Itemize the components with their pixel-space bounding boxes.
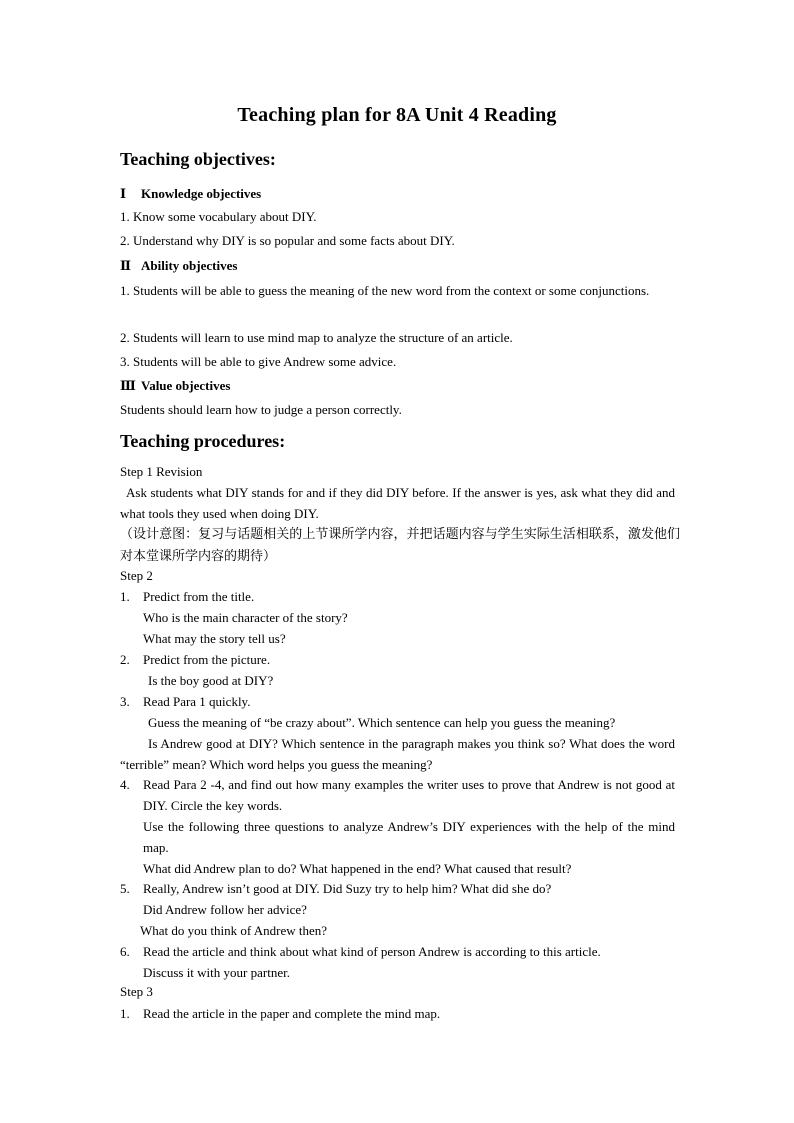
ability-item: 1. Students will be able to guess the meaning of the new word from the context or some conjunctions. bbox=[120, 283, 650, 298]
knowledge-numeral: Ⅰ bbox=[120, 186, 127, 201]
item-line: Is the boy good at DIY? bbox=[148, 673, 274, 688]
value-objectives-heading bbox=[120, 378, 230, 394]
item-line: Read the article in the paper and complete the mind map. bbox=[143, 1006, 441, 1021]
step1-note: （设计意图：复习与话题相关的上节课所学内容，并把话题内容与学生实际生活相联系，激发他们对本堂课所学内容的期待） bbox=[120, 527, 680, 564]
step3-item-1 bbox=[120, 1003, 675, 1024]
item-line: Read Para 1 quickly. bbox=[143, 694, 251, 709]
item-line: Did Andrew follow her advice? bbox=[143, 902, 307, 917]
knowledge-item: 2. Understand why DIY is so popular and some facts about DIY. bbox=[120, 233, 455, 248]
procedures-heading: Teaching procedures: bbox=[120, 431, 286, 451]
value-item: Students should learn how to judge a person correctly. bbox=[120, 402, 402, 417]
page-title: Teaching plan for 8A Unit 4 Reading bbox=[237, 104, 557, 126]
step2-label: Step 2 bbox=[120, 568, 153, 583]
item-number: 1. bbox=[120, 589, 130, 604]
item-number: 4. bbox=[120, 777, 130, 792]
item-number: 2. bbox=[120, 652, 130, 667]
knowledge-objectives-heading bbox=[120, 186, 261, 202]
item-number: 5. bbox=[120, 881, 130, 896]
ability-item: 2. Students will learn to use mind map to analyze the structure of an article. bbox=[120, 330, 513, 345]
item-line: Guess the meaning of “be crazy about”. Which sentence can help you guess the meaning? bbox=[148, 715, 616, 730]
item-line: Read the article and think about what kind of person Andrew is according to this article. bbox=[143, 944, 601, 959]
item-line: Really, Andrew isn’t good at DIY. Did Suzy try to help him? What did she do? bbox=[143, 881, 552, 896]
item-line: Read Para 2 -4, and find out how many examples the writer uses to prove that Andrew is not good at DIY. Circle the key words. bbox=[143, 777, 675, 813]
ability-item: 3. Students will be able to give Andrew some advice. bbox=[120, 354, 397, 369]
knowledge-label: Knowledge objectives bbox=[141, 186, 262, 201]
value-numeral: Ⅲ bbox=[120, 378, 136, 393]
item-line: What do you think of Andrew then? bbox=[140, 923, 328, 938]
item-line: What did Andrew plan to do? What happened in the end? What caused that result? bbox=[143, 861, 572, 876]
step1-text: Ask students what DIY stands for and if they did DIY before. If the answer is yes, ask what they did and what tools they used when doing DIY. bbox=[120, 485, 675, 521]
item-line: Discuss it with your partner. bbox=[143, 965, 290, 980]
ability-objectives-heading bbox=[120, 258, 237, 274]
item-number: 1. bbox=[120, 1006, 130, 1021]
knowledge-item: 1. Know some vocabulary about DIY. bbox=[120, 209, 317, 224]
item-number: 6. bbox=[120, 944, 130, 959]
step1-label: Step 1 Revision bbox=[120, 464, 203, 479]
step2-item-5 bbox=[120, 878, 675, 941]
value-label: Value objectives bbox=[141, 378, 231, 393]
objectives-heading: Teaching objectives: bbox=[120, 149, 276, 169]
ability-label: Ability objectives bbox=[141, 258, 238, 273]
step2-item-3 bbox=[120, 691, 675, 733]
step2-item-4 bbox=[120, 774, 675, 879]
step3-label: Step 3 bbox=[120, 984, 153, 999]
step2-item-3-continued: Is Andrew good at DIY? Which sentence in the paragraph makes you think so? What does the word “terrible” mean? Which word helps you guess the meaning? bbox=[120, 736, 675, 772]
item-line: Predict from the title. bbox=[143, 589, 255, 604]
step2-item-1 bbox=[120, 586, 675, 649]
item-line: What may the story tell us? bbox=[143, 631, 286, 646]
item-line: Use the following three questions to analyze Andrew’s DIY experiences with the help of the mind map. bbox=[143, 819, 675, 855]
step2-item-2 bbox=[120, 649, 675, 691]
ability-numeral: Ⅱ bbox=[120, 258, 131, 273]
item-line: Predict from the picture. bbox=[143, 652, 271, 667]
item-line: Who is the main character of the story? bbox=[143, 610, 348, 625]
step2-item-6 bbox=[120, 941, 675, 983]
item-number: 3. bbox=[120, 694, 130, 709]
